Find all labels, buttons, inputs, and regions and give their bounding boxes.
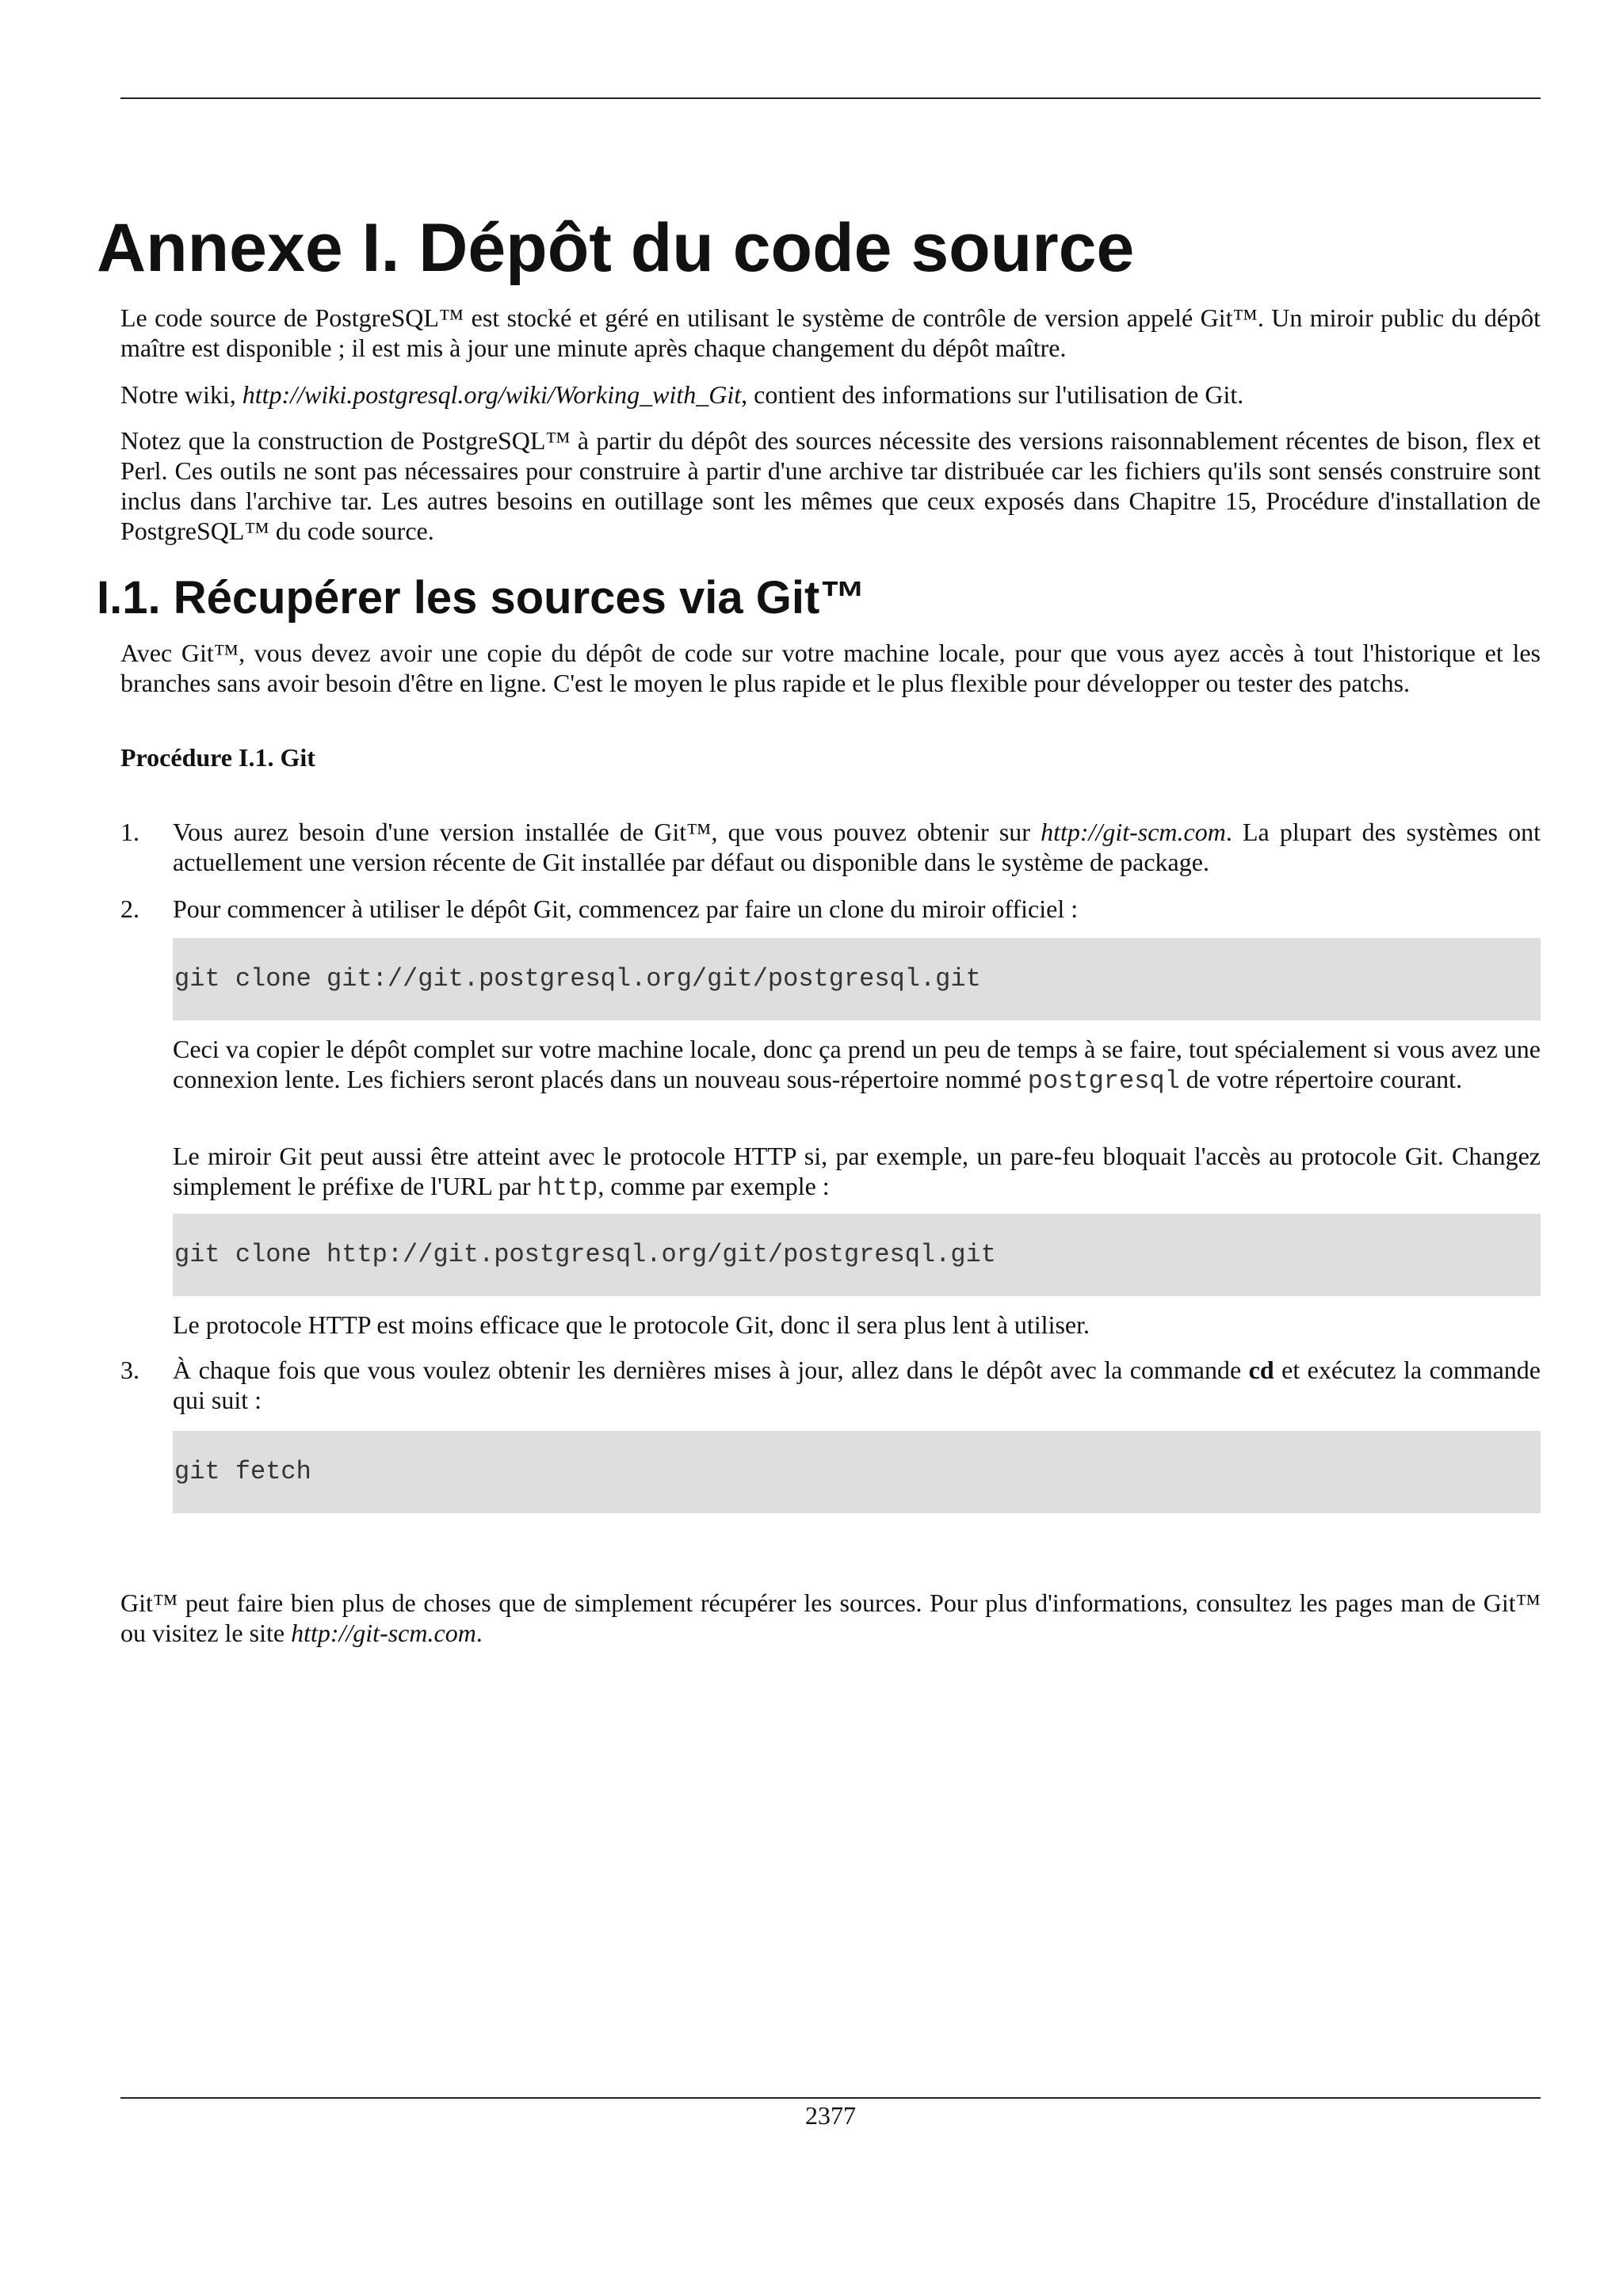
git-scm-link[interactable]: http://git-scm.com	[1041, 818, 1226, 846]
step-2-text: Pour commencer à utiliser le dépôt Git, commencez par faire un clone du miroir officiel :	[173, 894, 1079, 923]
intro-paragraph-1: Le code source de PostgreSQL™ est stocké et géré en utilisant le système de contrôle de version appelé Git™. Un miroir public du dépôt maître est disponible ; il est mis à jour une minute après chaque changement du dépôt maître.	[120, 303, 1541, 362]
step-2-note-1	[173, 1034, 1541, 1097]
step-2-note-2	[173, 1141, 1541, 1203]
step-3-after: et exécutez la commande qui suit :	[173, 1356, 1541, 1414]
note-1-before: Ceci va copier le dépôt complet sur votre machine locale, donc ça prend un peu de temps à se faire, tout spécialement si vous avez une connexion lente. Les fichiers seront placés dans un nouveau sous-répertoire nommé	[173, 1035, 1541, 1093]
closing-before: Git™ peut faire bien plus de choses que de simplement récupérer les sources. Pour plus d'informations, consultez les pages man de Git™ ou visitez le site	[120, 1589, 1541, 1647]
step-number-3: 3.	[120, 1356, 139, 1384]
closing-after: .	[475, 1619, 483, 1647]
step-3-before: À chaque fois que vous voulez obtenir les dernières mises à jour, allez dans le dépôt avec la commande	[173, 1356, 1249, 1384]
intro-paragraph-3: Notez que la construction de PostgreSQL™ à partir du dépôt des sources nécessite des versions raisonnablement récentes de bison, flex et Perl. Ces outils ne sont pas nécessaires pour construire à partir d'une archive tar distribuée car les fichiers qu'ils sont sensés construire sont inclus dans l'archive tar. Les autres besoins en outillage sont les mêmes que ceux exposés dans Chapitre 15, Procédure d'installation de PostgreSQL™ du code source.	[120, 426, 1541, 545]
note-2-after: , comme par exemple :	[598, 1172, 830, 1200]
footer-rule	[120, 2097, 1541, 2099]
step-number-2: 2.	[120, 894, 139, 923]
wiki-text-after: , contient des informations sur l'utilisation de Git.	[741, 380, 1244, 409]
step-1-before: Vous aurez besoin d'une version installée de Git™, que vous pouvez obtenir sur	[173, 818, 1041, 846]
note-1-after: de votre répertoire courant.	[1179, 1065, 1463, 1093]
code-block-git-fetch: git fetch	[173, 1431, 1541, 1513]
closing-git-scm-link[interactable]: http://git-scm.com	[291, 1619, 476, 1647]
chapter-title: Annexe I. Dépôt du code source	[97, 210, 1135, 286]
code-block-git-clone: git clone git://git.postgresql.org/git/postgresql.git	[173, 938, 1541, 1020]
section-intro: Avec Git™, vous devez avoir une copie du dépôt de code sur votre machine locale, pour que vous ayez accès à tout l'historique et les branches sans avoir besoin d'être en ligne. C'est le moyen le plus rapide et le plus flexible pour développer ou tester des patchs.	[120, 639, 1541, 697]
wiki-link[interactable]: http://wiki.postgresql.org/wiki/Working_with_Git	[242, 380, 742, 409]
wiki-text-before: Notre wiki,	[120, 380, 242, 409]
section-title: I.1. Récupérer les sources via Git™	[97, 572, 866, 624]
step-2-note-3: Le protocole HTTP est moins efficace que le protocole Git, donc il sera plus lent à utiliser.	[173, 1310, 1090, 1339]
code-block-git-clone-http: git clone http://git.postgresql.org/git/postgresql.git	[173, 1214, 1541, 1296]
page-number: 2377	[805, 2101, 856, 2130]
inline-code-http: http	[537, 1173, 598, 1203]
closing-paragraph	[120, 1588, 1541, 1648]
step-1-after: . La plupart des systèmes ont actuellement une version récente de Git installée par défaut ou disponible dans le système de package.	[173, 818, 1541, 876]
header-rule	[120, 97, 1541, 99]
command-cd: cd	[1248, 1356, 1274, 1384]
step-number-1: 1.	[120, 818, 139, 846]
inline-code-postgresql: postgresql	[1027, 1066, 1180, 1096]
step-1-text	[173, 817, 1541, 877]
note-2-before: Le miroir Git peut aussi être atteint avec le protocole HTTP si, par exemple, un pare-feu bloquait l'accès au protocole Git. Changez simplement le préfixe de l'URL par	[173, 1142, 1541, 1200]
intro-paragraph-2	[120, 379, 1541, 410]
step-3-text	[173, 1355, 1541, 1415]
procedure-title: Procédure I.1. Git	[120, 743, 315, 772]
